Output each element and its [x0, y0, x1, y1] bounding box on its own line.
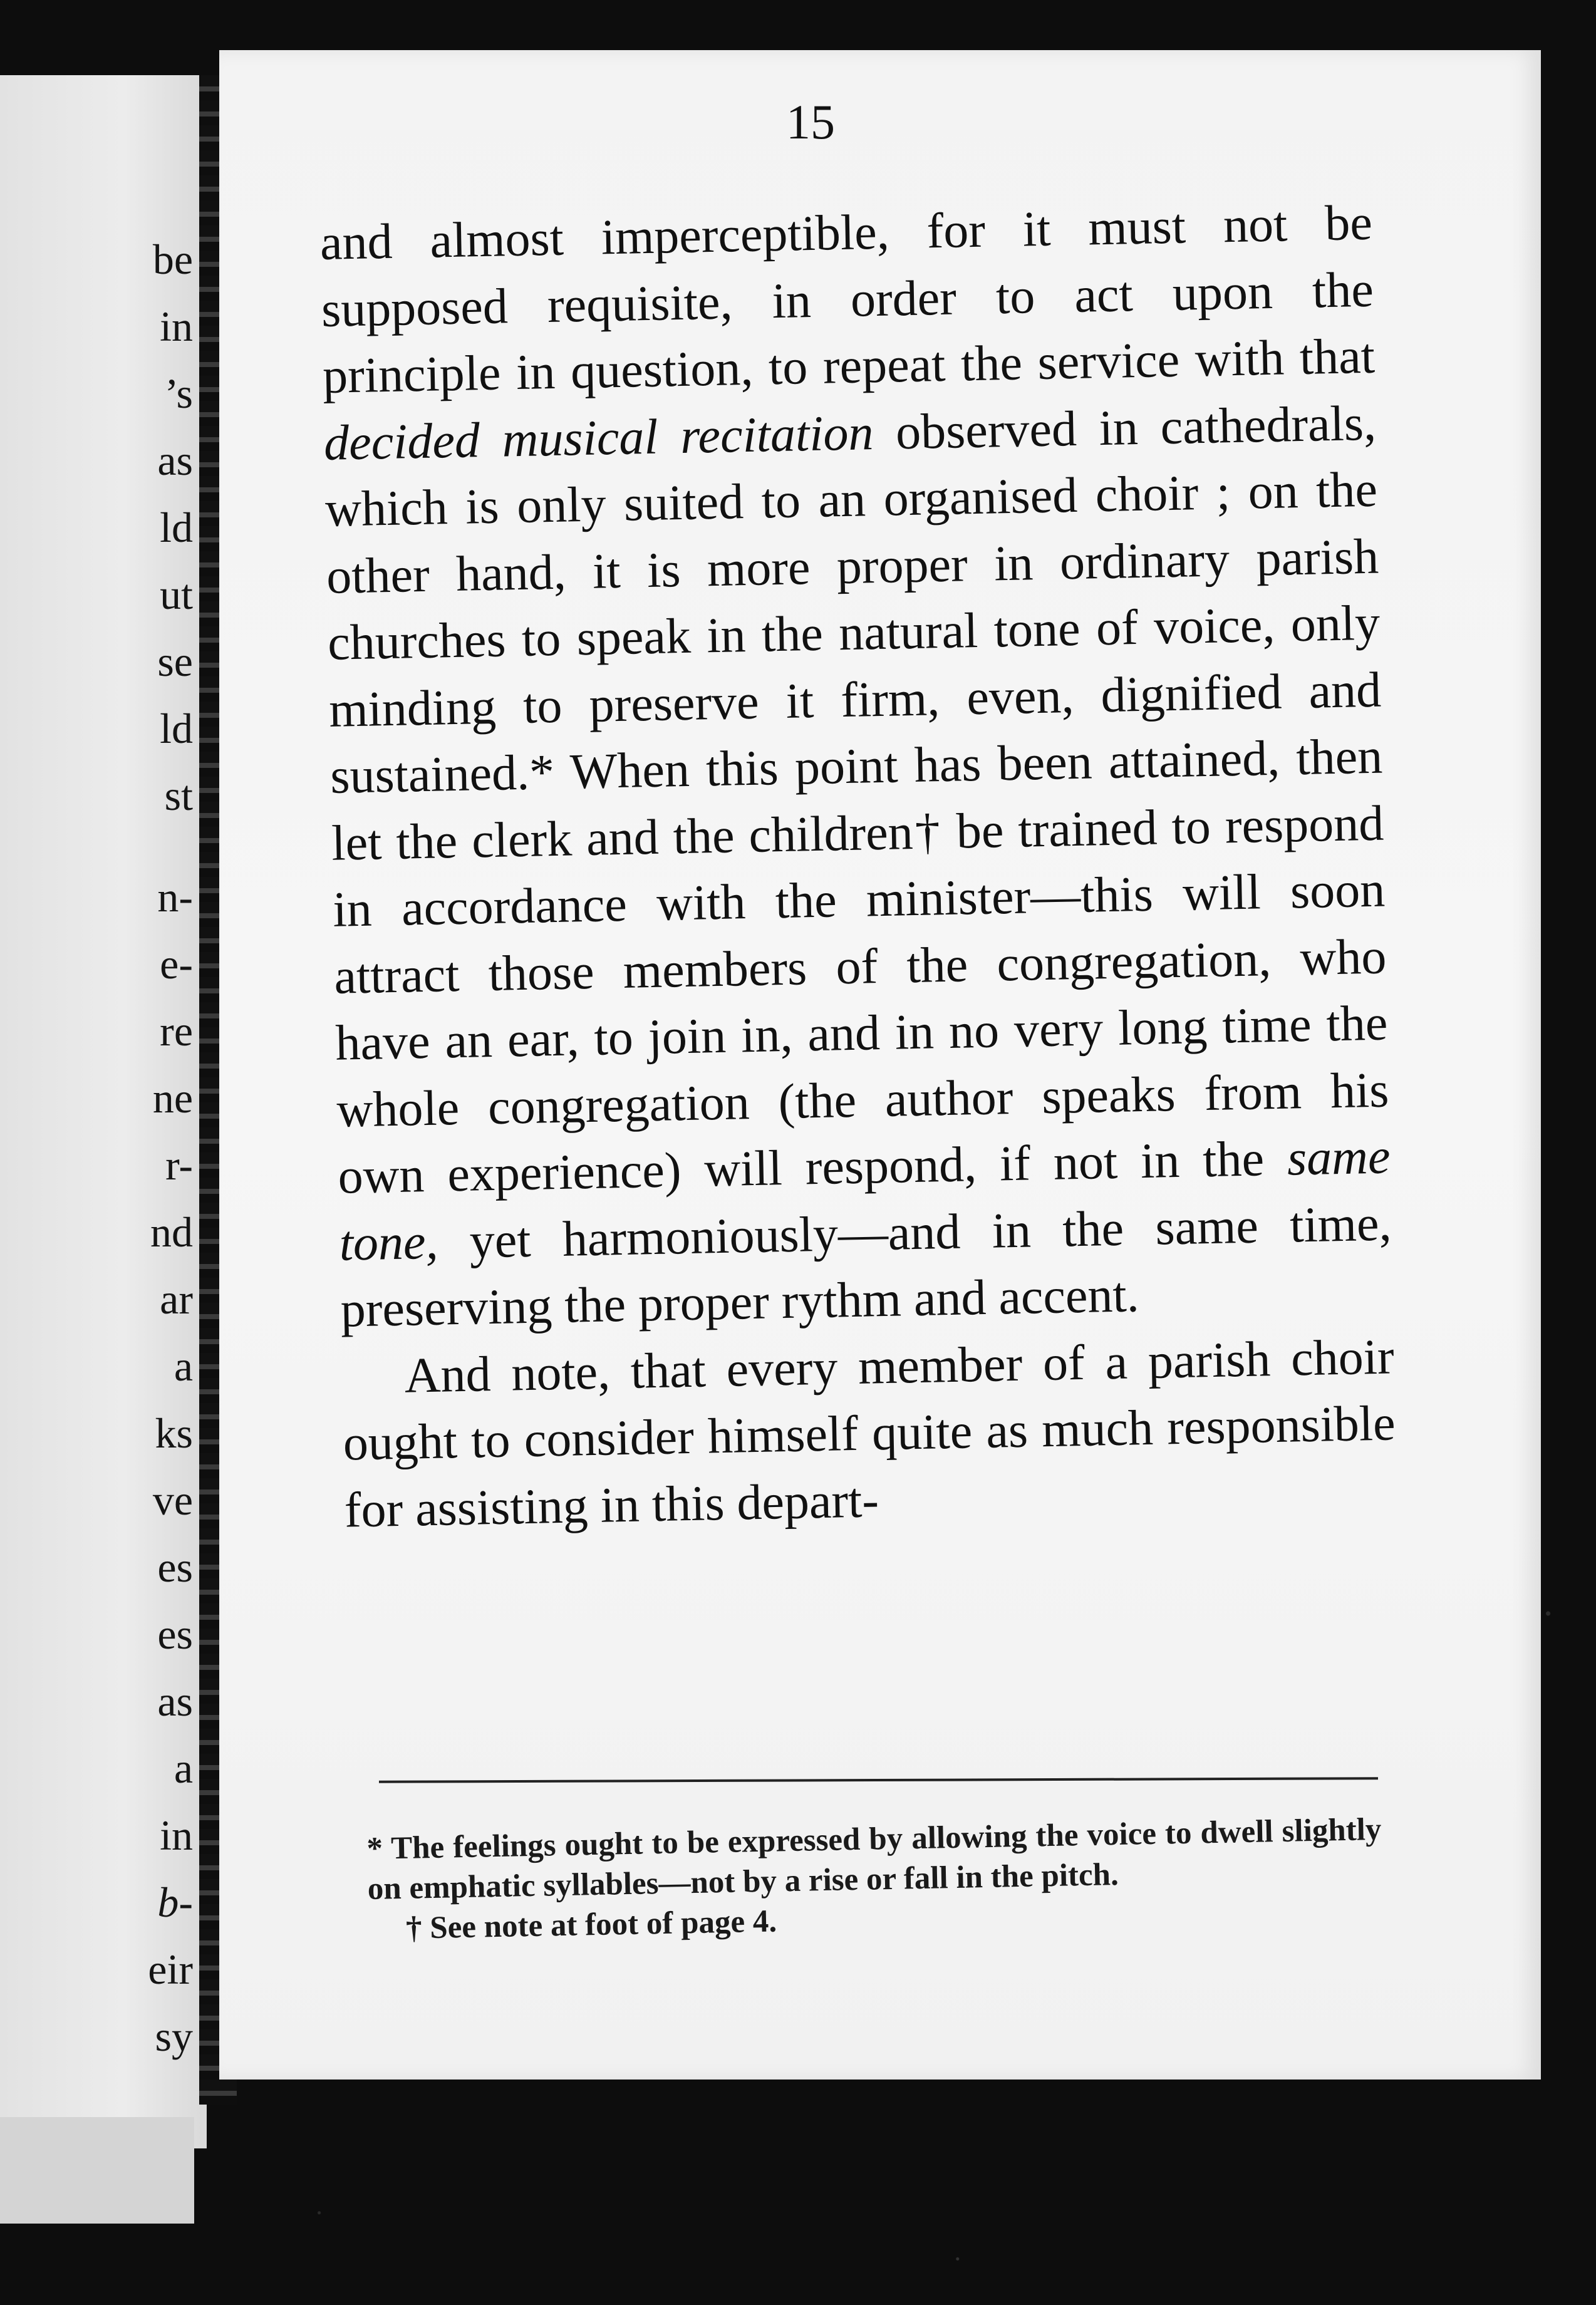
- left-page-fragment: ld: [160, 705, 193, 752]
- left-page-fragment: r-: [165, 1141, 193, 1189]
- page-number: 15: [786, 95, 835, 149]
- left-page-fragment: re: [160, 1007, 193, 1055]
- left-page-fragment: a: [174, 1342, 193, 1390]
- left-page-fragment: as: [157, 437, 193, 484]
- paragraph-1-italic-2: same tone,: [338, 1129, 1391, 1272]
- left-page-fragment: e-: [160, 940, 193, 988]
- paragraph-1-part-3: yet harmoniously—and in the same time, preserving the proper rythm and accent.: [339, 1195, 1392, 1338]
- body-text: [319, 190, 1397, 1544]
- footnote-1: * The feelings ought to be expressed by allowing the voice to dwell slightly on emphatic syllables—not by a rise or fall in the pitch.: [366, 1811, 1382, 1907]
- paragraph-1-italic-1: decided musical recitation: [323, 405, 874, 471]
- left-page-stub: [0, 2117, 194, 2224]
- left-page-fragment: ne: [152, 1074, 193, 1122]
- left-page-fragment: es: [157, 1543, 193, 1591]
- paragraph-2: And note, that every member of a parish choir ought to consider himself quite as much responsible for assisting in this depart-: [342, 1329, 1396, 1538]
- left-page-fragment: ar: [160, 1275, 193, 1323]
- left-page-fragment: ’s: [164, 370, 193, 417]
- left-page-fragment: es: [157, 1610, 193, 1658]
- left-page-fragment: sy: [155, 2012, 193, 2060]
- left-page-fragment: be: [152, 236, 193, 283]
- footnote-2: † See note at foot of page 4.: [405, 1904, 777, 1946]
- left-page-fragment: in: [160, 1811, 193, 1859]
- left-page-edge: [0, 75, 207, 2148]
- left-page-fragment: ve: [152, 1476, 193, 1524]
- paragraph-1: [319, 190, 1393, 1344]
- left-page-fragment: a: [174, 1744, 193, 1792]
- left-page-fragment: in: [160, 303, 193, 350]
- paragraph-1-part-1: and almost imperceptible, for it must not be supposed requisite, in order to act upon the principle in question, to repeat the service with that: [319, 195, 1376, 404]
- left-page-fragment: ut: [160, 571, 193, 618]
- left-page-fragment: se: [157, 638, 193, 685]
- left-page-fragment: ld: [160, 504, 193, 551]
- left-page-fragment: st: [164, 772, 193, 819]
- paragraph-1-part-2: observed in cathedrals, which is only suited to an organised choir ; on the other hand, it is more proper in ordinary parish churches to speak in the natural tone of voice, only minding to preserve it firm, even, dignified and sustained.* When this point has been attained, then let the clerk and the children† be trained to respond in accordance with the minister—this will soon attract those members of the congregation, who have an ear, to join in, and in no very long time the whole congregation (the author speaks from his own experience) will respond, if not in the: [324, 395, 1390, 1204]
- left-page-fragment: eir: [148, 1945, 193, 1993]
- left-page-fragment: ks: [155, 1409, 193, 1457]
- left-page-fragment: as: [157, 1677, 193, 1725]
- left-page-fragment: nd: [150, 1208, 193, 1256]
- left-page-fragment: n-: [157, 873, 193, 921]
- left-page-fragment: b-: [157, 1878, 193, 1926]
- footnotes: [366, 1810, 1383, 1949]
